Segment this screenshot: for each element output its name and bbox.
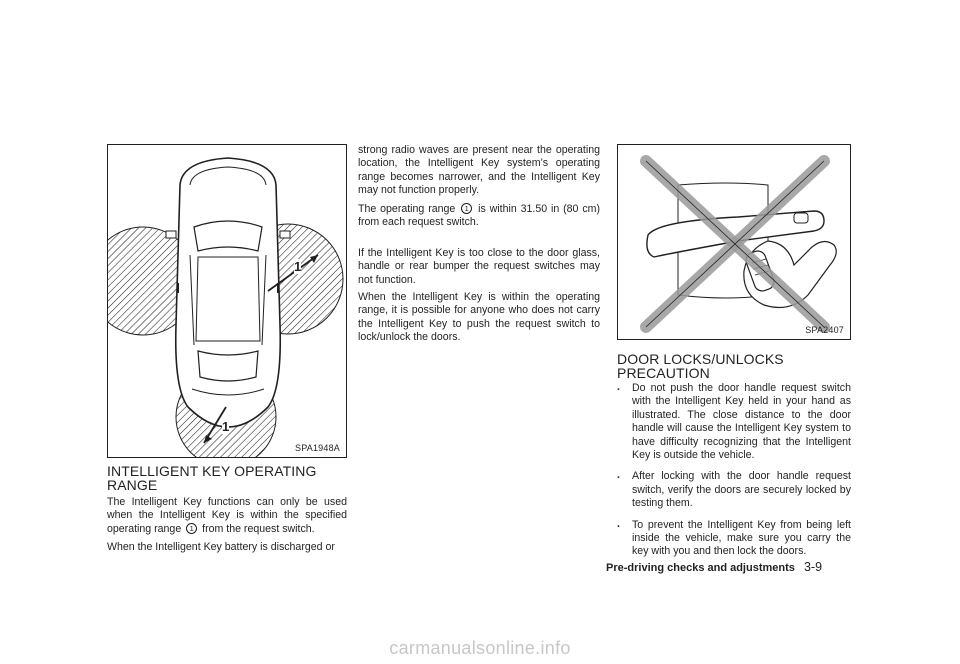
- figure-car-operating-range: [107, 144, 347, 458]
- crossed-out-door-handle-key-diagram: [618, 145, 851, 340]
- paragraph-battery-discharged: When the Intelligent Key battery is discharged or: [107, 541, 335, 553]
- paragraph-operating-range-intro: [107, 496, 347, 536]
- figure-door-handle-crossed: [617, 144, 851, 340]
- bullet-icon: .: [617, 469, 620, 482]
- callout-1-icon: 1: [186, 523, 197, 534]
- list-item: [617, 519, 851, 559]
- page-footer: [606, 560, 860, 574]
- precaution-list: [617, 382, 851, 567]
- section-title: Pre-driving checks and adjustments: [606, 562, 795, 574]
- para-text-before: The Intelligent Key functions can only be used when the Intelligent Key is within the specified operating range: [107, 496, 347, 535]
- bullet-text: After locking with the door handle request switch, verify the doors are securely locked by testing them.: [632, 470, 851, 510]
- paragraph-within-range-warning: When the Intelligent Key is within the operating range, it is possible for anyone who does not carry the Intelligent Key to push the request switch to lock/unlock the doors.: [358, 291, 600, 344]
- page-number: 3-9: [803, 560, 823, 574]
- paragraph-too-close: If the Intelligent Key is too close to the door glass, handle or rear bumper the request switches may not function.: [358, 247, 600, 286]
- car-top-view-range-diagram: [108, 145, 347, 458]
- para-text-before: The operating range: [358, 203, 456, 215]
- list-item: [617, 470, 851, 510]
- paragraph-operating-range-distance: [358, 203, 600, 230]
- figure-code: SPA2407: [805, 325, 844, 335]
- range-callout-1-rear: 1: [222, 419, 230, 434]
- bullet-icon: .: [617, 517, 620, 530]
- list-item: [617, 382, 851, 462]
- watermark: carmanualsonline.info: [389, 638, 571, 658]
- para-text-after: is within 31.50 in (80 cm) from each request switch.: [358, 203, 600, 229]
- paragraph-radio-waves: strong radio waves are present near the operating location, the Intelligent Key system’s operating range becomes narrower, and the Intelligent Key may not function properly.: [358, 144, 600, 197]
- heading-intelligent-key-operating-range: INTELLIGENT KEY OPERATING RANGE: [107, 463, 317, 493]
- range-callout-1: 1: [294, 259, 302, 274]
- bullet-text: To prevent the Intelligent Key from being left inside the vehicle, make sure you carry the key with you and then lock the doors.: [632, 518, 851, 558]
- figure-code: SPA1948A: [295, 443, 340, 453]
- bullet-text: Do not push the door handle request switch with the Intelligent Key held in your hand as illustrated. The close distance to the door handle will cause the Intelligent Key system to have difficulty recognizing that the Intelligent Key is outside the vehicle.: [632, 382, 851, 462]
- callout-1-icon: 1: [461, 203, 472, 214]
- para-text-after: from the request switch.: [202, 522, 315, 535]
- heading-door-locks-precaution: DOOR LOCKS/UNLOCKS PRECAUTION: [617, 351, 784, 381]
- bullet-icon: .: [617, 381, 620, 393]
